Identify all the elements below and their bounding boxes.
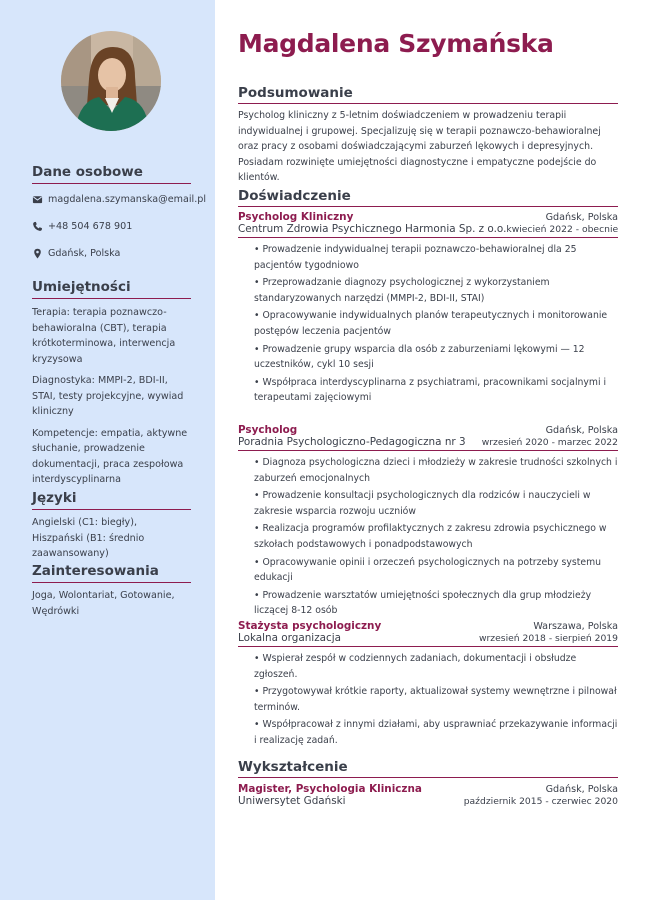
job-entry xyxy=(238,424,618,621)
job-company: Centrum Zdrowia Psychicznego Harmonia Sp. z o.o. xyxy=(238,223,507,235)
job-bullet: • Przygotowywał krótkie raporty, aktualizował systemy wewnętrzne i pilnował terminów. xyxy=(254,684,618,715)
education-dates: październik 2015 - czerwiec 2020 xyxy=(463,796,618,807)
profile-photo xyxy=(61,31,161,131)
interests-text: Joga, Wolontariat, Gotowanie, Wędrówki xyxy=(32,590,175,617)
degree-title: Magister, Psychologia Kliniczna xyxy=(238,783,422,795)
summary-text: Psycholog kliniczny z 5-letnim doświadczeniem w prowadzeniu terapii indywidualnej i grupowej. Specjalizuję się w terapii poznawczo-behawioralnej oraz pracy z osobami doświadczającymi zaburzeń lękowych i depresyjnych. Posiadam rozwinięte umiejętności diagnostyczne i empatyczne podejście do klientów. xyxy=(238,110,601,183)
job-bullet: • Prowadzenie grupy wsparcia dla osób z zaburzeniami lękowymi — 12 uczestników, cykl 10 sesji xyxy=(254,342,618,373)
job-title: Stażysta psychologiczny xyxy=(238,620,382,632)
job-title: Psycholog Kliniczny xyxy=(238,211,354,223)
job-bullet: • Prowadzenie konsultacji psychologicznych dla rodziców i nauczycieli w zakresie wsparcia rozwoju uczniów xyxy=(254,488,618,519)
education-entry xyxy=(238,783,618,807)
job-divider xyxy=(238,646,618,647)
job-location: Gdańsk, Polska xyxy=(545,212,618,223)
job-bullet: • Prowadzenie indywidualnej terapii poznawczo-behawioralnej dla 25 pacjentów tygodniowo xyxy=(254,242,618,273)
skill-item: Terapia: terapia poznawczo-behawioralna (CBT), terapia krótkoterminowa, interwencja kryzysowa xyxy=(32,307,176,365)
job-bullet: • Opracowywanie indywidualnych planów terapeutycznych i monitorowanie postępów leczenia pacjentów xyxy=(254,308,618,339)
education-location: Gdańsk, Polska xyxy=(545,784,618,795)
education-heading: Wykształcenie xyxy=(238,759,618,778)
languages-section xyxy=(32,490,191,562)
phone-text[interactable]: +48 504 678 901 xyxy=(48,220,133,232)
job-bullets xyxy=(254,242,618,406)
interests-section xyxy=(32,563,191,619)
candidate-name: Magdalena Szymańska xyxy=(238,29,554,58)
envelope-icon xyxy=(32,194,43,205)
job-entry xyxy=(238,211,618,408)
job-title: Psycholog xyxy=(238,424,298,436)
personal-info-section xyxy=(32,164,206,260)
interests-heading: Zainteresowania xyxy=(32,563,191,583)
languages-text: Angielski (C1: biegły), Hiszpański (B1: średnio zaawansowany) xyxy=(32,517,145,559)
job-bullet: • Realizacja programów profilaktycznych z zakresu zdrowia psychicznego w szkołach podstawowych i ponadpodstawowych xyxy=(254,521,618,552)
sidebar xyxy=(0,0,215,900)
job-entry xyxy=(238,620,618,751)
skills-section xyxy=(32,279,191,488)
job-company: Poradnia Psychologiczno-Pedagogiczna nr 3 xyxy=(238,436,466,448)
job-bullet: • Współpracował z innymi działami, aby usprawniać przekazywanie informacji i realizację zadań. xyxy=(254,717,618,748)
job-bullet: • Wspierał zespół w codziennych zadaniach, dokumentacji i obsłudze zgłoszeń. xyxy=(254,651,618,682)
job-bullets xyxy=(254,651,618,749)
job-bullets xyxy=(254,455,618,619)
job-dates: kwiecień 2022 - obecnie xyxy=(506,224,619,235)
location-text: Gdańsk, Polska xyxy=(48,247,121,259)
job-dates: wrzesień 2020 - marzec 2022 xyxy=(481,437,618,448)
job-bullet: • Prowadzenie warsztatów umiejętności społecznych dla grup młodzieży liczącej 8-12 osób xyxy=(254,588,618,619)
job-divider xyxy=(238,450,618,451)
job-location: Gdańsk, Polska xyxy=(545,425,618,436)
job-bullet: • Przeprowadzanie diagnozy psychologicznej z wykorzystaniem standaryzowanych narzędzi (MMPI-2, BDI-II, STAI) xyxy=(254,275,618,306)
skills-heading: Umiejętności xyxy=(32,279,191,299)
email-text[interactable]: magdalena.szymanska@email.pl xyxy=(48,193,206,205)
job-location: Warszawa, Polska xyxy=(533,621,618,632)
job-bullet: • Diagnoza psychologiczna dzieci i młodzieży w zakresie trudności szkolnych i zaburzeń emocjonalnych xyxy=(254,455,618,486)
summary-heading: Podsumowanie xyxy=(238,85,618,104)
school-name: Uniwersytet Gdański xyxy=(238,795,346,807)
job-dates: wrzesień 2018 - sierpień 2019 xyxy=(479,633,618,644)
job-divider xyxy=(238,237,618,238)
languages-heading: Języki xyxy=(32,490,191,510)
email-row[interactable] xyxy=(32,192,206,206)
location-row xyxy=(32,246,191,260)
personal-info-heading: Dane osobowe xyxy=(32,164,191,184)
location-pin-icon xyxy=(32,248,43,259)
skill-item: Kompetencje: empatia, aktywne słuchanie, prowadzenie dokumentacji, praca zespołowa interdyscyplinarna xyxy=(32,427,188,485)
phone-row[interactable] xyxy=(32,219,191,233)
phone-icon xyxy=(32,221,43,232)
job-bullet: • Współpraca interdyscyplinarna z psychiatrami, pracownikami socjalnymi i terapeutami zajęciowymi xyxy=(254,375,618,406)
experience-heading: Doświadczenie xyxy=(238,188,618,207)
job-company: Lokalna organizacja xyxy=(238,632,341,644)
job-bullet: • Opracowywanie opinii i orzeczeń psychologicznych na potrzeby systemu edukacji xyxy=(254,555,618,586)
skill-item: Diagnostyka: MMPI-2, BDI-II, STAI, testy projekcyjne, wywiad kliniczny xyxy=(32,375,184,417)
